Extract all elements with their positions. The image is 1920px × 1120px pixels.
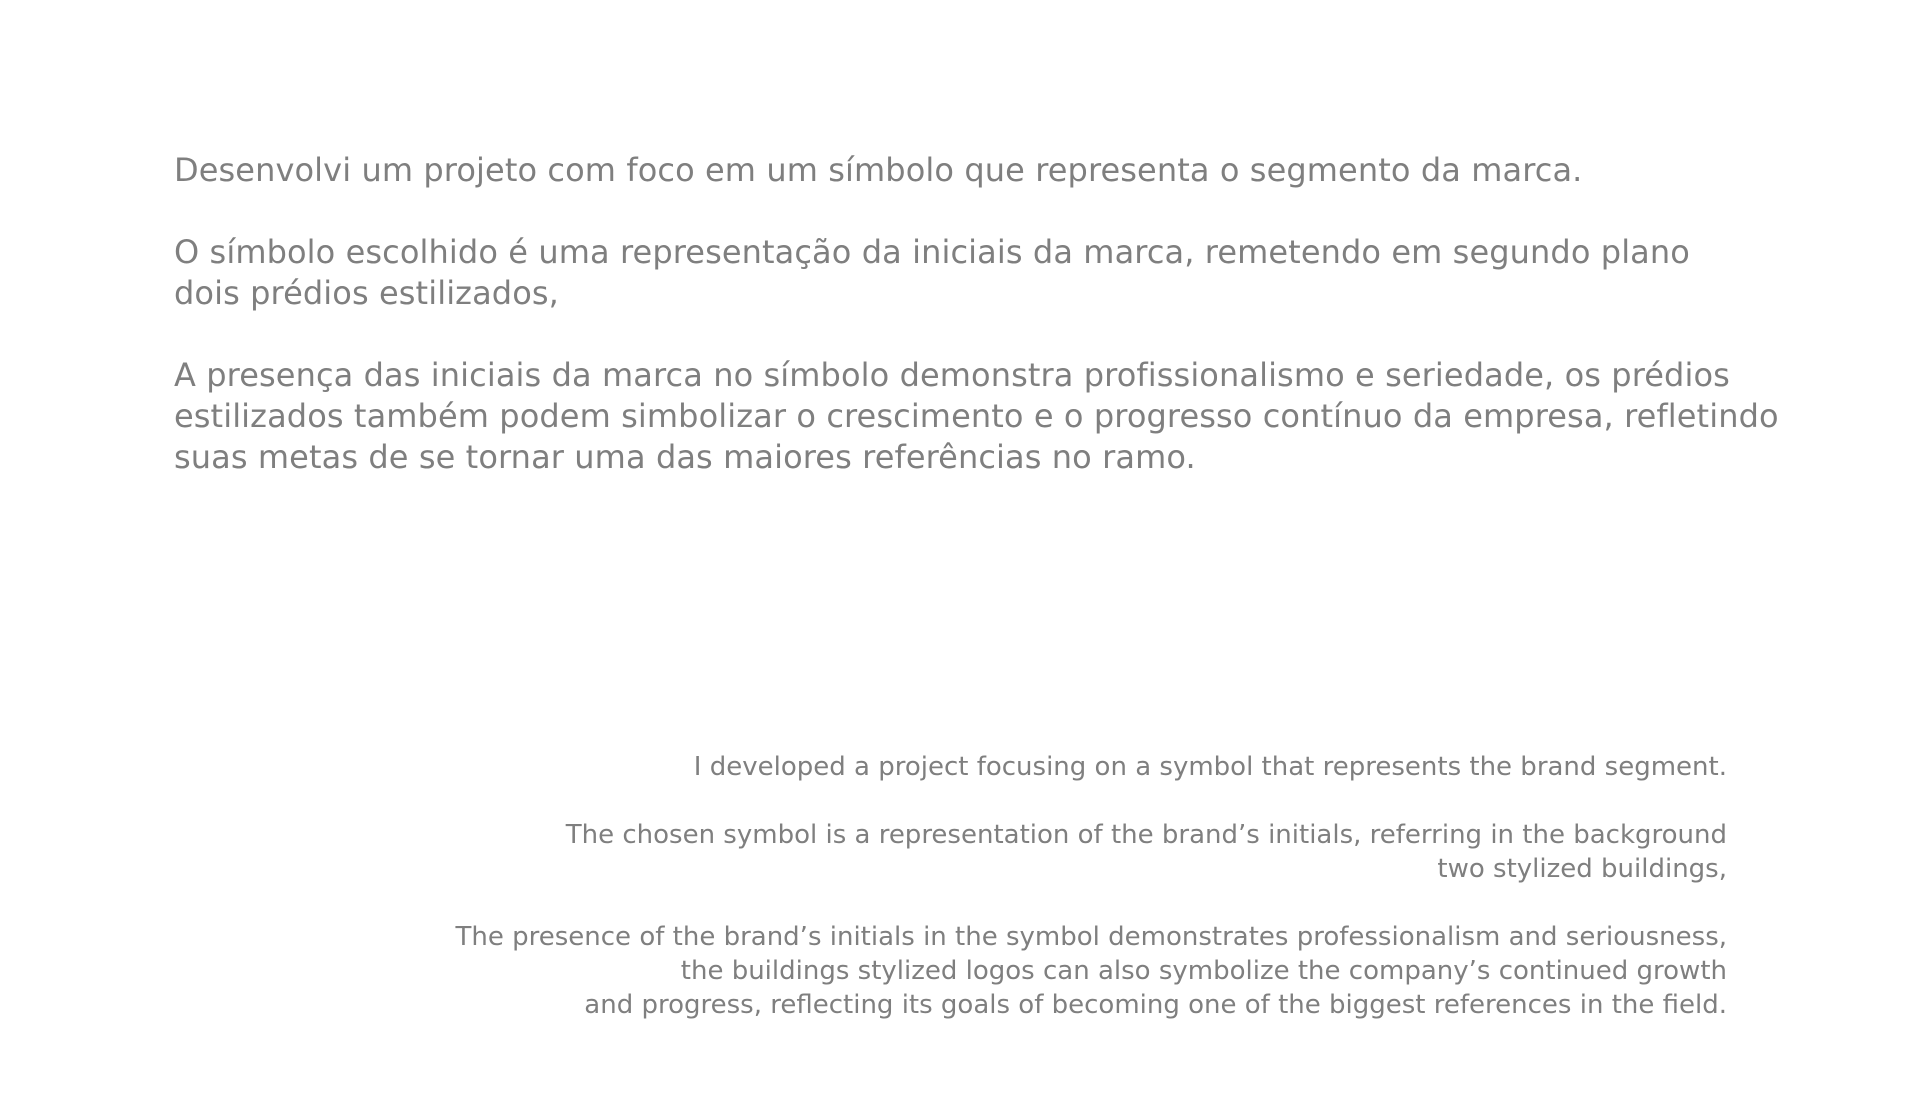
- english-p1-line-1: I developed a project focusing on a symbol that represents the brand segment.: [693, 752, 1727, 782]
- english-p2-line-2: two stylized buildings,: [1437, 854, 1727, 884]
- portuguese-p2-line-2: dois prédios estilizados,: [174, 274, 559, 312]
- portuguese-p3-line-2: estilizados também podem simbolizar o crescimento e o progresso contínuo da empresa, refletindo: [174, 397, 1779, 435]
- english-p3-line-1: The presence of the brand’s initials in the symbol demonstrates professionalism and seriousness,: [455, 922, 1727, 952]
- portuguese-p1-line-1: Desenvolvi um projeto com foco em um símbolo que representa o segmento da marca.: [174, 151, 1583, 189]
- portuguese-paragraph-2: [174, 232, 1854, 314]
- portuguese-description: [174, 150, 1854, 478]
- portuguese-p3-line-1: A presença das iniciais da marca no símbolo demonstra profissionalismo e seriedade, os prédios: [174, 356, 1730, 394]
- portuguese-paragraph-1: [174, 150, 1854, 191]
- english-p2-line-1: The chosen symbol is a representation of the brand’s initials, referring in the background: [565, 820, 1727, 850]
- portuguese-paragraph-3: [174, 355, 1854, 478]
- english-paragraph-1: [327, 750, 1727, 784]
- portuguese-p2-line-1: O símbolo escolhido é uma representação da iniciais da marca, remetendo em segundo plano: [174, 233, 1690, 271]
- english-p3-line-2: the buildings stylized logos can also symbolize the company’s continued growth: [680, 956, 1727, 986]
- english-paragraph-3: [327, 920, 1727, 1022]
- english-description: [327, 750, 1727, 1022]
- english-p3-line-3: and progress, reflecting its goals of becoming one of the biggest references in the field.: [584, 990, 1727, 1020]
- portuguese-p3-line-3: suas metas de se tornar uma das maiores referências no ramo.: [174, 438, 1196, 476]
- english-paragraph-2: [327, 818, 1727, 886]
